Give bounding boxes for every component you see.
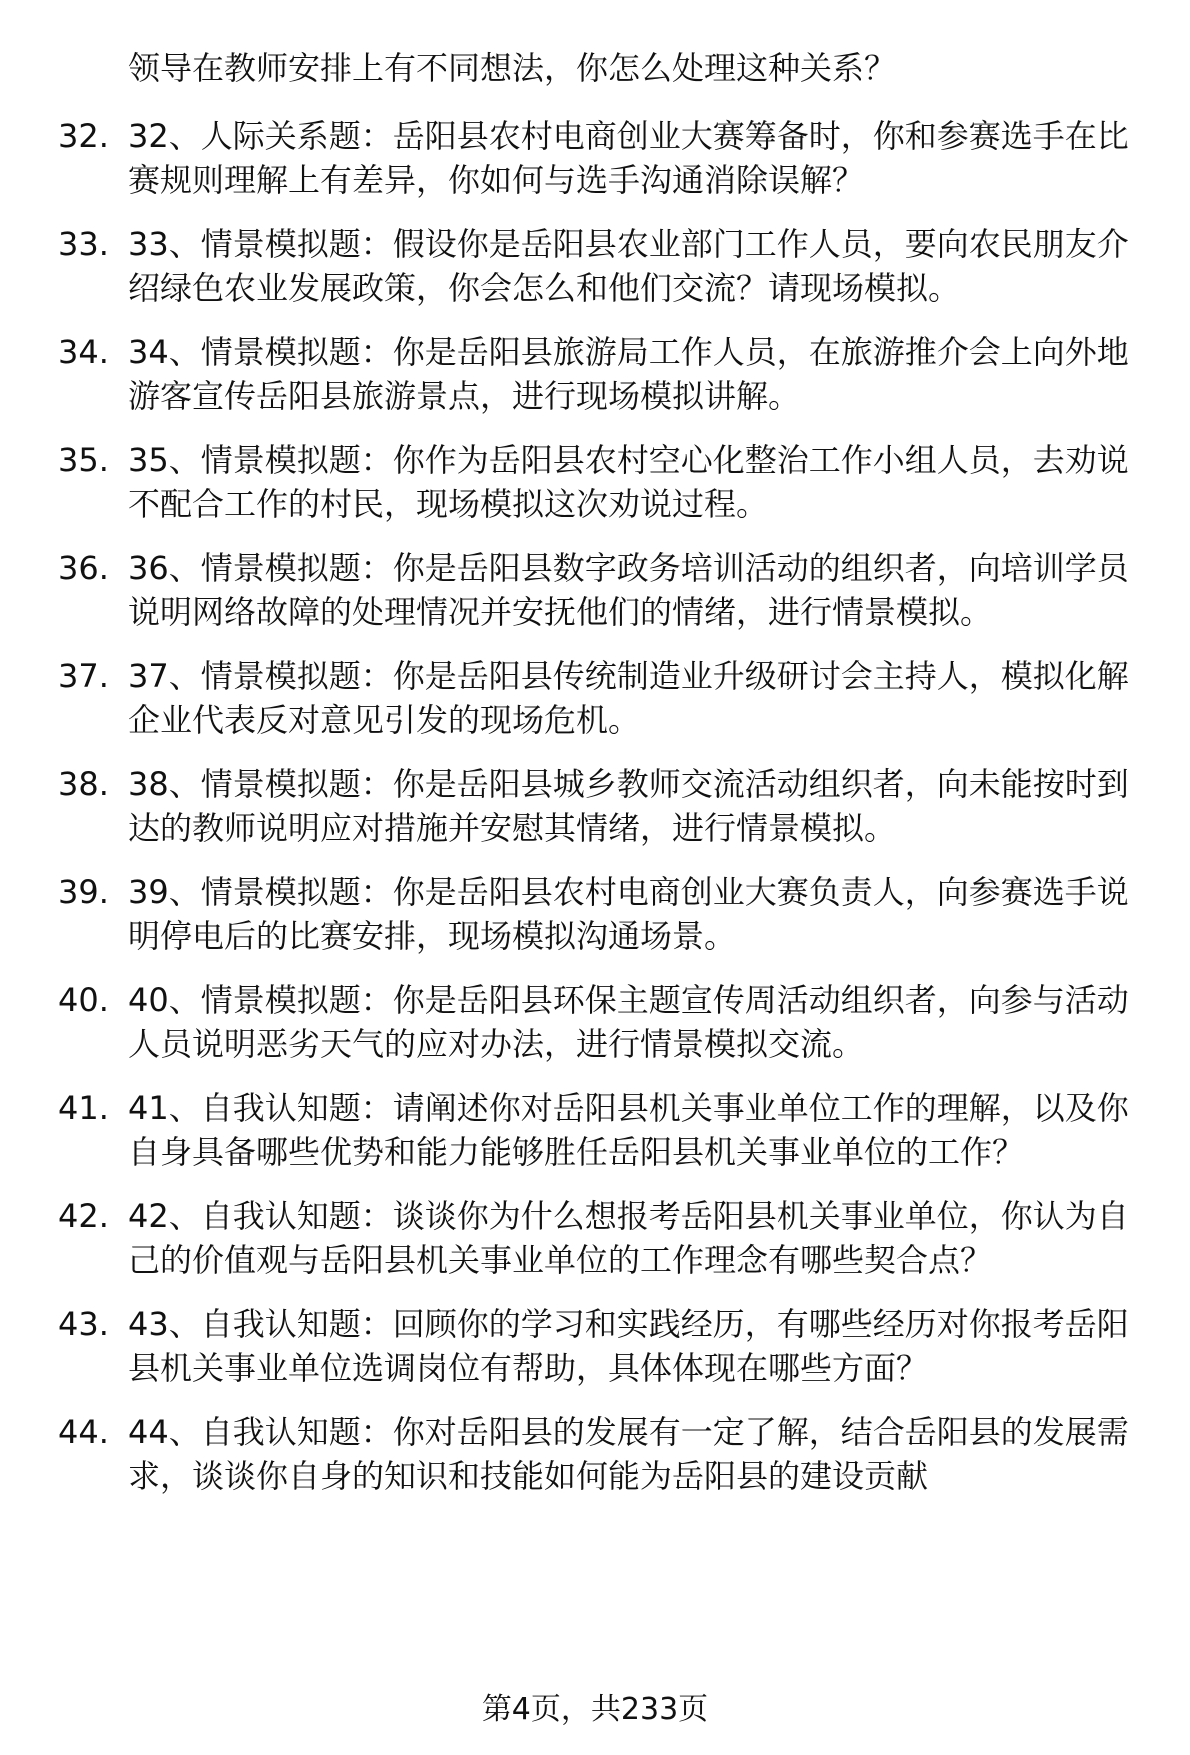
list-item [0, 978, 1190, 1066]
list-item [0, 1302, 1190, 1390]
question-number: 33. [58, 225, 109, 263]
question-text: 36、情景模拟题：你是岳阳县数字政务培训活动的组织者，向培训学员说明网络故障的处理情况并安抚他们的情绪，进行情景模拟。 [128, 549, 1129, 631]
question-text: 43、自我认知题：回顾你的学习和实践经历，有哪些经历对你报考岳阳县机关事业单位选调岗位有帮助，具体体现在哪些方面？ [128, 1305, 1129, 1387]
question-number: 34. [58, 333, 109, 371]
list-item [0, 546, 1190, 634]
question-number: 38. [58, 765, 109, 803]
question-number: 42. [58, 1197, 109, 1235]
list-item [0, 1086, 1190, 1174]
question-text: 35、情景模拟题：你作为岳阳县农村空心化整治工作小组人员，去劝说不配合工作的村民，现场模拟这次劝说过程。 [128, 441, 1129, 523]
question-number: 43. [58, 1305, 109, 1343]
list-item [0, 330, 1190, 418]
question-number: 37. [58, 657, 109, 695]
question-number: 36. [58, 549, 109, 587]
question-number: 41. [58, 1089, 109, 1127]
list-item [0, 1194, 1190, 1282]
question-text: 37、情景模拟题：你是岳阳县传统制造业升级研讨会主持人，模拟化解企业代表反对意见引发的现场危机。 [128, 657, 1129, 739]
question-text: 42、自我认知题：谈谈你为什么想报考岳阳县机关事业单位，你认为自己的价值观与岳阳县机关事业单位的工作理念有哪些契合点？ [128, 1197, 1129, 1279]
question-number: 44. [58, 1413, 109, 1451]
question-list [0, 114, 1190, 1518]
list-item [0, 438, 1190, 526]
list-item [0, 1410, 1190, 1498]
question-text: 38、情景模拟题：你是岳阳县城乡教师交流活动组织者，向未能按时到达的教师说明应对措施并安慰其情绪，进行情景模拟。 [128, 765, 1129, 847]
list-item [0, 222, 1190, 310]
question-text: 44、自我认知题：你对岳阳县的发展有一定了解，结合岳阳县的发展需求，谈谈你自身的知识和技能如何能为岳阳县的建设贡献 [128, 1413, 1129, 1495]
question-text: 34、情景模拟题：你是岳阳县旅游局工作人员，在旅游推介会上向外地游客宣传岳阳县旅游景点，进行现场模拟讲解。 [128, 333, 1129, 415]
question-text: 32、人际关系题：岳阳县农村电商创业大赛筹备时，你和参赛选手在比赛规则理解上有差异，你如何与选手沟通消除误解？ [128, 117, 1129, 199]
question-text: 39、情景模拟题：你是岳阳县农村电商创业大赛负责人，向参赛选手说明停电后的比赛安排，现场模拟沟通场景。 [128, 873, 1129, 955]
continued-question-text: 领导在教师安排上有不同想法，你怎么处理这种关系？ [128, 49, 897, 87]
list-item [0, 114, 1190, 202]
question-number: 40. [58, 981, 109, 1019]
question-number: 39. [58, 873, 109, 911]
page-footer: 第4页，共233页 [481, 1692, 709, 1727]
question-number: 35. [58, 441, 109, 479]
question-text: 33、情景模拟题：假设你是岳阳县农业部门工作人员，要向农民朋友介绍绿色农业发展政策，你会怎么和他们交流？请现场模拟。 [128, 225, 1129, 307]
list-item [0, 654, 1190, 742]
question-text: 40、情景模拟题：你是岳阳县环保主题宣传周活动组织者，向参与活动人员说明恶劣天气的应对办法，进行情景模拟交流。 [128, 981, 1129, 1063]
list-item [0, 870, 1190, 958]
question-number: 32. [58, 117, 109, 155]
question-text: 41、自我认知题：请阐述你对岳阳县机关事业单位工作的理解，以及你自身具备哪些优势和能力能够胜任岳阳县机关事业单位的工作？ [128, 1089, 1129, 1171]
list-item [0, 762, 1190, 850]
